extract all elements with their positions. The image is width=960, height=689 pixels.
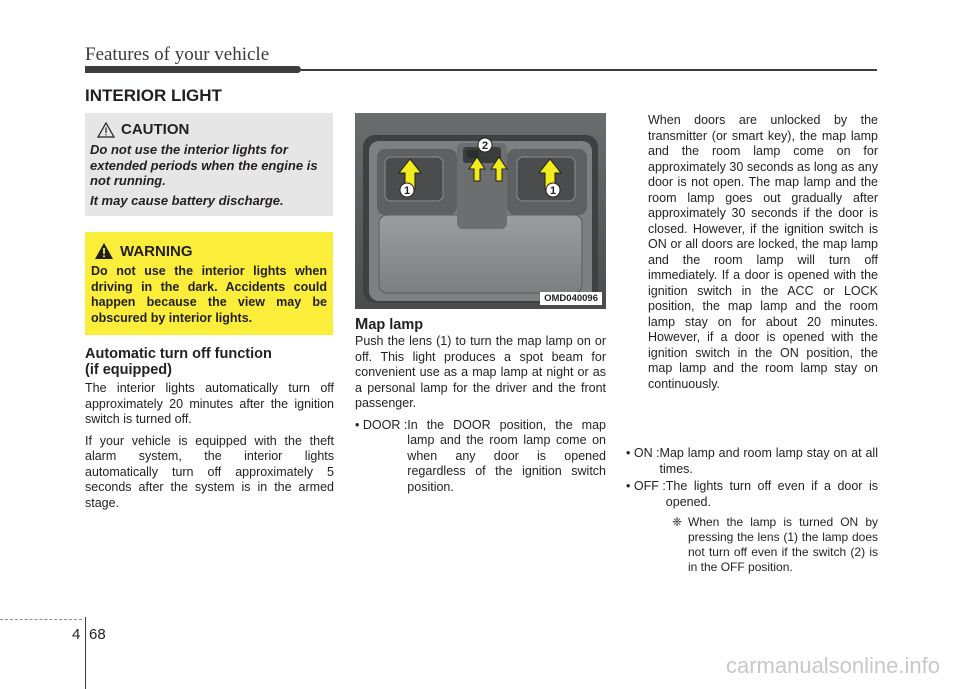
caution-text	[90, 142, 328, 212]
warning-heading: WARNING	[120, 242, 193, 260]
callout-2: 2	[481, 140, 489, 152]
chapter-number: 4	[72, 626, 81, 643]
door-label: • DOOR :	[355, 417, 408, 432]
watermark: carmanualsonline.info	[725, 653, 940, 678]
map-lamp-title-rest: ap lamp	[368, 317, 424, 333]
caution-line-2: It may cause battery discharge.	[90, 192, 284, 208]
auto-off-body	[85, 381, 334, 517]
caution-line-1: Do not use the interior lights for extended periods when the engine is not running.	[90, 142, 318, 188]
off-label: • OFF :	[626, 479, 666, 493]
figure-code: OMD040096	[540, 292, 602, 305]
note-text: When the lamp is turned ON by pressing the lens (1) the lamp does not turn off even if the switch (2) is in the OFF position.	[688, 515, 878, 574]
door-continued: When doors are unlocked by the transmitter (or smart key), the map lamp and the room lamp come on for approximately 30 seconds as long as any door is not open. The map lamp and the room lamp goes out gradually after approximately 30 seconds if the door is closed. However, if the ignition switch is ON or all doors are locked, the map lamp and the room lamp will turn off immediately. If a door is opened with the ignition switch in the ACC or LOCK position, the map lamp and the room lamp stay on for about 20 minutes. However, if a door is opened with the ignition switch in the ON position, the map lamp and the room lamp stay on continuously.	[648, 113, 878, 391]
section-title: INTERIOR LIGHT	[85, 86, 222, 105]
callout-1-left: 1	[403, 185, 411, 197]
footer-vertical-rule	[85, 617, 86, 689]
caution-box	[85, 113, 333, 216]
map-lamp-illustration	[355, 113, 606, 309]
caution-heading: CAUTION	[121, 121, 190, 138]
footer-dash-rule	[0, 619, 82, 620]
header-rule-thin	[301, 69, 877, 71]
map-lamp-title	[355, 316, 423, 334]
caution-triangle-icon	[97, 122, 115, 138]
mode-items	[626, 446, 878, 575]
map-lamp-intro: Push the lens (1) to turn the map lamp on or off. This light produces a spot beam for convenient use as a map lamp at night or as a personal lamp for the driver and the front passenger.	[355, 334, 606, 410]
warning-box	[85, 232, 333, 335]
off-item	[626, 479, 878, 510]
on-label: • ON :	[626, 446, 660, 460]
map-lamp-body	[355, 334, 606, 495]
warning-heading-row	[94, 242, 193, 260]
door-item	[355, 418, 606, 496]
door-text: In the DOOR position, the map lamp and the room lamp come on when any door is opened regardless of the ignition switch position.	[407, 417, 606, 494]
auto-off-heading-line-2: (if equipped)	[85, 362, 172, 378]
note-symbol: ❈	[672, 515, 683, 529]
header-rule-thick	[85, 66, 301, 73]
header-title: Features of your vehicle	[85, 44, 270, 65]
auto-off-para-2: If your vehicle is equipped with the theft alarm system, the interior lights automatically turn off approximately 5 seconds after the system is in the armed stage.	[85, 433, 334, 510]
auto-off-heading	[85, 346, 335, 378]
map-lamp-title-first: M	[355, 316, 369, 333]
warning-text: Do not use the interior lights when driving in the dark. Accidents could happen because the view may be obscured by interior lights.	[91, 264, 327, 325]
page-number: 68	[89, 626, 106, 643]
auto-off-heading-line-1: Automatic turn off function	[85, 346, 272, 362]
warning-triangle-icon	[94, 242, 114, 260]
callout-1-right: 1	[549, 185, 557, 197]
caution-heading-row	[97, 121, 189, 138]
off-text: The lights turn off even if a door is opened.	[665, 479, 878, 509]
switch-note	[672, 515, 878, 575]
map-lamp-figure	[355, 113, 606, 309]
header-rule	[85, 66, 877, 73]
auto-off-para-1: The interior lights automatically turn off approximately 20 minutes after the ignition switch is turned off.	[85, 381, 334, 426]
on-text: Map lamp and room lamp stay on at all times.	[659, 446, 878, 476]
on-item	[626, 446, 878, 477]
